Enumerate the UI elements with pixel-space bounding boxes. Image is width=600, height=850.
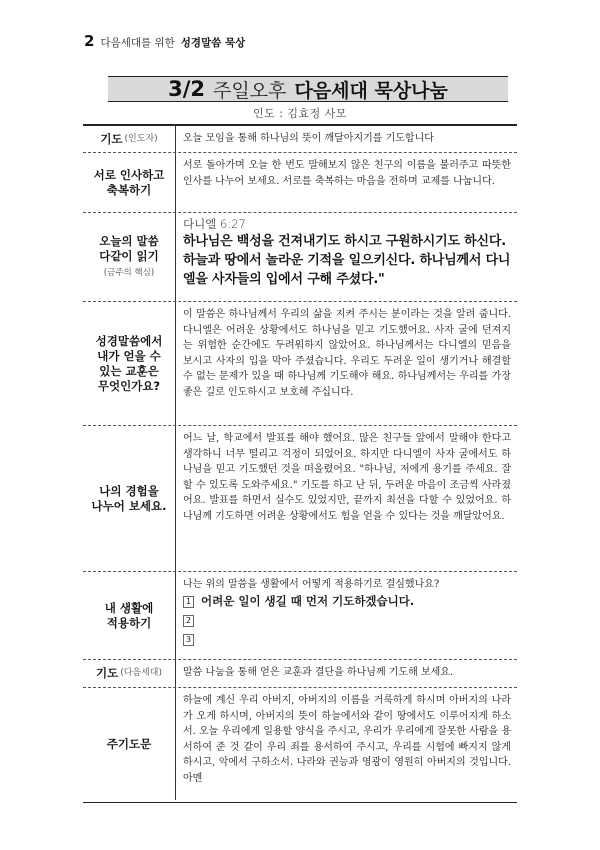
content-wrap [183,128,511,149]
row-experience [83,425,517,571]
meditation-table [83,124,517,803]
row-label [83,153,176,212]
item-number-box: 2 [183,615,194,627]
apply-item-2[interactable] [183,612,511,631]
row-label [83,572,176,659]
row-content [176,660,517,687]
label-line: 성경말씀에서 [95,333,163,348]
label-line: 적용하기 [106,615,152,630]
row-content [176,302,517,425]
prayer-nextgen-text: 말씀 나눔을 통해 얻은 교훈과 결단을 하나님께 기도해 보세요. [183,667,454,679]
item-number-box: 1 [183,596,194,608]
title-date: 3/2 [168,77,206,101]
page-number: 2 [84,32,95,50]
label-line: 나누어 보세요. [91,498,167,513]
label-note: (금주의 핵심) [103,267,155,278]
label-line: 서로 인사하고 [93,167,165,182]
scripture-text: 하나님은 백성을 건져내기도 하시고 구원하시기도 하신다. 하늘과 땅에서 놀라운 기적을 일으키신다. 하나님께서 다니엘을 사자들의 입에서 구해 주셨다." [183,234,511,287]
label-prayer: 기도 [100,131,123,146]
label-line: 내가 얻을 수 [97,348,161,363]
lords-prayer-text: 하늘에 계신 우리 아버지, 아버지의 이름을 거룩하게 하시며 아버지의 나라가 오게 하시며, 아버지의 뜻이 하늘에서와 같이 땅에서도 이루어지게 하소서. 오늘 우리에게 일용할 양식을 주시고, 우리가 우리에게 잘못한 사람을 용서하여 준 것 같이 우리 죄를 용서하여 주시고, 우리를 시험에 빠지지 않게 하시고, 악에서 구하소서. 나라와 권능과 영광이 영원히 아버지의 것입니다. 아멘 [183,695,511,784]
label-line: 축복하기 [106,182,152,197]
title-main: 다음세대 묵상나눔 [294,79,448,102]
label-line: 오늘의 말씀 [99,233,159,248]
title-subtitle: 주일오후 [213,79,287,102]
page-title [108,76,508,102]
apply-item-1[interactable] [183,593,511,612]
row-label [83,660,176,687]
header-prefix: 다음세대를 위한 [100,37,175,49]
row-prayer-nextgen [83,659,517,687]
experience-text: 어느 날, 학교에서 발표를 해야 했어요. 많은 친구들 앞에서 말해야 한다고 생각하니 너무 떨리고 걱정이 되었어요. 하지만 다니엘이 사자 굴에서도 하나님을 믿고 기도했던 것을 떠올렸어요. "하나님, 저에게 용기를 주세요. 잘할 수 있도록 도와주세요." 기도를 하고 난 뒤, 두려운 마음이 조금씩 사라졌어요. 발표를 하면서 실수도 있었지만, 끝까지 최선을 다할 수 있었어요. 하나님께 기도하면 어려운 상황에서도 힘을 얻을 수 있다는 것을 깨달았어요. [183,433,511,522]
label-line: 무엇인가요? [97,378,161,393]
row-lords-prayer [83,687,517,800]
row-label [83,688,176,800]
page-header [84,32,245,52]
label-line: 다같이 읽기 [99,248,159,263]
label-line: 내 생활에 [104,600,154,615]
greeting-text: 서로 돌아가며 오늘 한 번도 말해보지 않은 친구의 이름을 불러주고 따뜻한 인사를 나누어 보세요. 서로를 축복하는 마음을 전하며 교제를 나눕니다. [183,160,511,187]
row-apply [83,571,517,659]
row-content [176,126,517,152]
row-content [176,213,517,301]
row-content [176,688,517,800]
lesson-text: 이 말씀은 하나님께서 우리의 삶을 지켜 주시는 분이라는 것을 알려 줍니다. 다니엘은 어려운 상황에서도 하나님을 믿고 기도했어요. 사자 굴에 던져지는 위험한 순간에도 두려워하지 않았어요. 하나님께서는 다니엘의 믿음을 보시고 사자의 입을 막아 주셨습니다. 우리도 두려운 일이 생기거나 해결할 수 없는 문제가 있을 때 하나님께 기도해야 해요. 하나님께서는 우리를 가장 좋은 길로 인도하시고 보호해 주십니다. [183,309,511,398]
row-lesson [83,301,517,425]
row-label [83,213,176,301]
row-scripture [83,212,517,301]
label-lords-prayer: 주기도문 [106,736,152,751]
header-title: 성경말씀 묵상 [180,37,246,49]
content-wrap [183,662,511,684]
row-label [83,302,176,425]
row-label [83,126,176,152]
label-prayer: 기도 [95,666,119,680]
row-content [176,153,517,212]
apply-question: 나는 위의 말씀을 생활에서 어떻게 적용하기로 결심했나요? [183,579,440,590]
leader-line: 인도 : 김효정 사모 [252,107,348,120]
row-content [176,426,517,571]
apply-item-text: 어려운 일이 생길 때 먼저 기도하겠습니다. [201,594,415,609]
item-number-box: 3 [183,634,194,646]
row-greeting [83,152,517,212]
label-line: 있는 교훈은 [99,363,159,378]
row-content [176,572,517,659]
row-prayer-leader [83,126,517,152]
label-prayer-nextgen-note: (다음세대) [120,668,163,678]
row-label [83,426,176,571]
label-prayer-leader-note: (인도자) [124,133,158,144]
prayer-leader-text: 오늘 모임을 통해 하나님의 뜻이 깨달아지기를 기도합니다 [183,132,434,144]
scripture-reference: 다니엘 6:27 [183,217,246,231]
label-line: 나의 경험을 [99,483,159,498]
apply-item-3[interactable] [183,631,511,650]
